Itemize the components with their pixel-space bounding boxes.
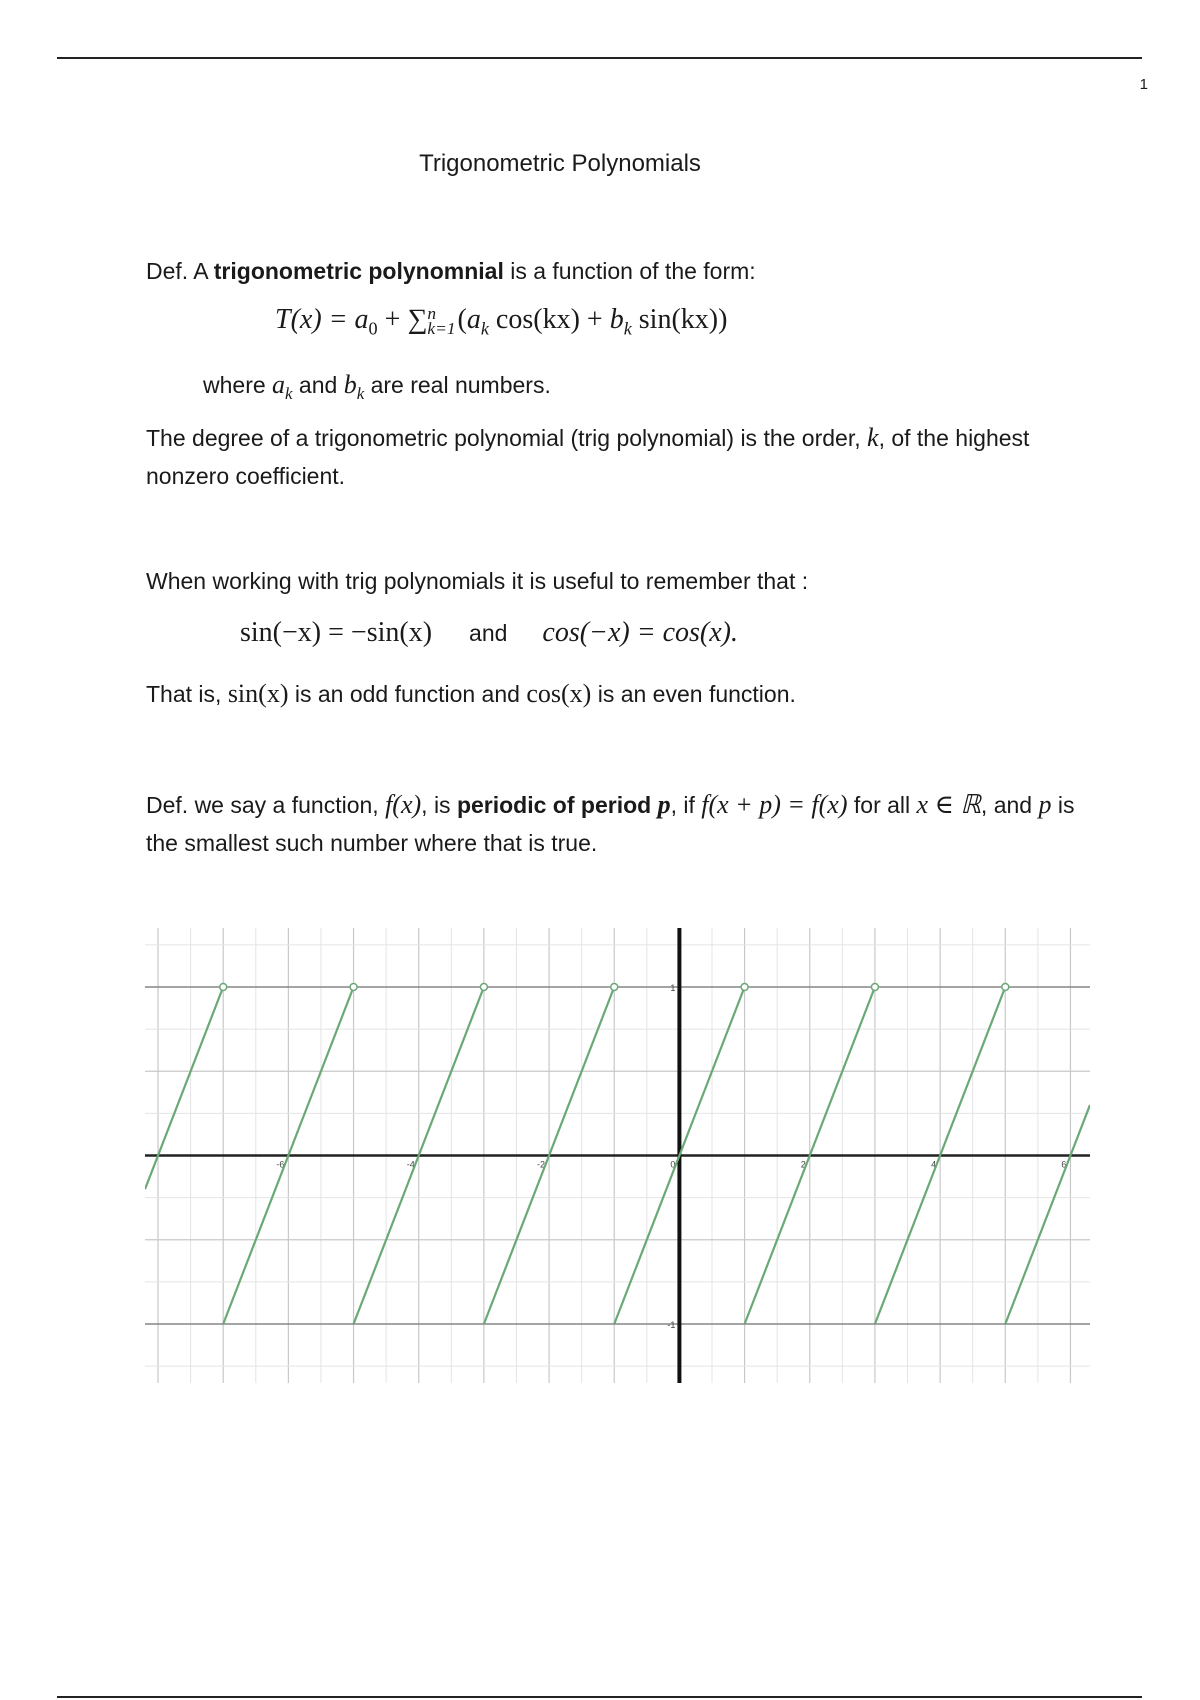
open-endpoint — [480, 983, 487, 990]
x-tick-label: -4 — [406, 1159, 415, 1170]
y-tick-label: -1 — [667, 1320, 676, 1331]
formula-sum: ∑ — [407, 304, 428, 335]
def1-lead: Def. A — [146, 258, 214, 284]
open-endpoint — [871, 983, 878, 990]
formula-bk-sub: k — [623, 318, 632, 339]
def2-fx: f(x) — [385, 790, 422, 819]
identity-and: and — [469, 620, 508, 646]
page-number: 1 — [1139, 76, 1148, 93]
degree-paragraph — [146, 419, 1096, 495]
def1-rest: is a function of the form: — [503, 258, 756, 284]
open-endpoint — [220, 983, 227, 990]
where-ak-base: a — [272, 370, 286, 399]
def2-p: p — [657, 790, 671, 819]
where-bk — [343, 370, 365, 403]
formula-sum-limits — [427, 304, 456, 339]
open-endpoint — [741, 983, 748, 990]
definition-trig-polynomial — [146, 252, 1096, 290]
def2-text-2: , is — [421, 792, 457, 818]
x-tick-label: 0 — [670, 1159, 676, 1170]
formula-bk: b — [609, 304, 624, 335]
x-tick-label: 2 — [800, 1159, 806, 1170]
trig-polynomial-formula — [275, 304, 727, 339]
open-endpoint — [611, 983, 618, 990]
formula-ak: a — [466, 304, 481, 335]
def2-text-3: , if — [670, 792, 702, 818]
def2-text-4: for all — [847, 792, 917, 818]
definition-periodic — [146, 786, 1096, 862]
sawtooth-segment — [145, 987, 223, 1189]
odd-even-line — [146, 675, 1096, 713]
formula-cos-term: cos(kx) + — [488, 304, 610, 335]
x-tick-label: 6 — [1061, 1159, 1067, 1170]
where-line — [203, 366, 1153, 413]
formula-lhs: T(x) = — [275, 304, 355, 335]
where-ak-sub: k — [285, 383, 293, 403]
remember-line: When working with trig polynomials it is useful to remember that : — [146, 568, 809, 594]
page-title: Trigonometric Polynomials — [419, 150, 701, 177]
formula-a0-sub: 0 — [368, 318, 378, 339]
odd-even-text-3: is an even function. — [591, 681, 796, 707]
formula-sin-term: sin(kx)) — [631, 304, 728, 335]
formula-ak-sub: k — [480, 318, 489, 339]
x-tick-label: -6 — [276, 1159, 285, 1170]
x-tick-label: 4 — [931, 1159, 937, 1170]
sawtooth-chart — [145, 928, 1090, 1383]
formula-open: ( — [457, 304, 467, 335]
footer-rule — [57, 1696, 1142, 1698]
formula-plus: + — [377, 304, 408, 335]
formula-a0: a — [354, 304, 369, 335]
def2-x-in-r: x ∈ ℝ — [916, 790, 981, 819]
open-endpoint — [350, 983, 357, 990]
odd-even-sin: sin(x) — [227, 679, 289, 708]
where-bk-base: b — [343, 370, 357, 399]
def1-term: trigonometric polynomnial — [213, 258, 504, 284]
where-text-3: are real numbers. — [364, 372, 551, 398]
where-bk-sub: k — [356, 383, 365, 403]
where-text-1: where — [203, 372, 273, 398]
formula-sum-bottom: k=1 — [427, 319, 456, 339]
def2-term: periodic of period — [456, 792, 658, 818]
odd-even-text-2: is an odd function and — [288, 681, 527, 707]
def2-p2: p — [1038, 790, 1052, 819]
y-tick-label: 1 — [670, 982, 676, 993]
identity-right: cos(−x) = cos(x). — [542, 617, 738, 648]
identity-equation — [240, 617, 940, 649]
degree-text-2: , of the highest nonzero coefficient. — [146, 425, 1030, 489]
degree-text-1: The degree of a trigonometric polynomial (trig polynomial) is the order, — [146, 425, 868, 451]
odd-even-text-1: That is, — [146, 681, 228, 707]
open-endpoint — [1002, 983, 1009, 990]
odd-even-cos: cos(x) — [526, 679, 592, 708]
where-text-2: and — [292, 372, 344, 398]
def2-text-1: Def. we say a function, — [146, 792, 386, 818]
def2-text-6: is the smallest such number where that is true. — [146, 792, 1075, 856]
x-tick-label: -2 — [537, 1159, 546, 1170]
identity-left: sin(−x) = −sin(x) — [240, 617, 433, 648]
where-ak — [272, 370, 293, 403]
header-rule — [57, 57, 1142, 59]
degree-k: k — [867, 423, 879, 452]
sawtooth-series — [145, 983, 1090, 1324]
def2-condition: f(x + p) = f(x) — [701, 790, 848, 819]
formula-sum-top: n — [427, 304, 437, 324]
sawtooth-segment — [1005, 1105, 1090, 1324]
def2-text-5: , and — [980, 792, 1039, 818]
